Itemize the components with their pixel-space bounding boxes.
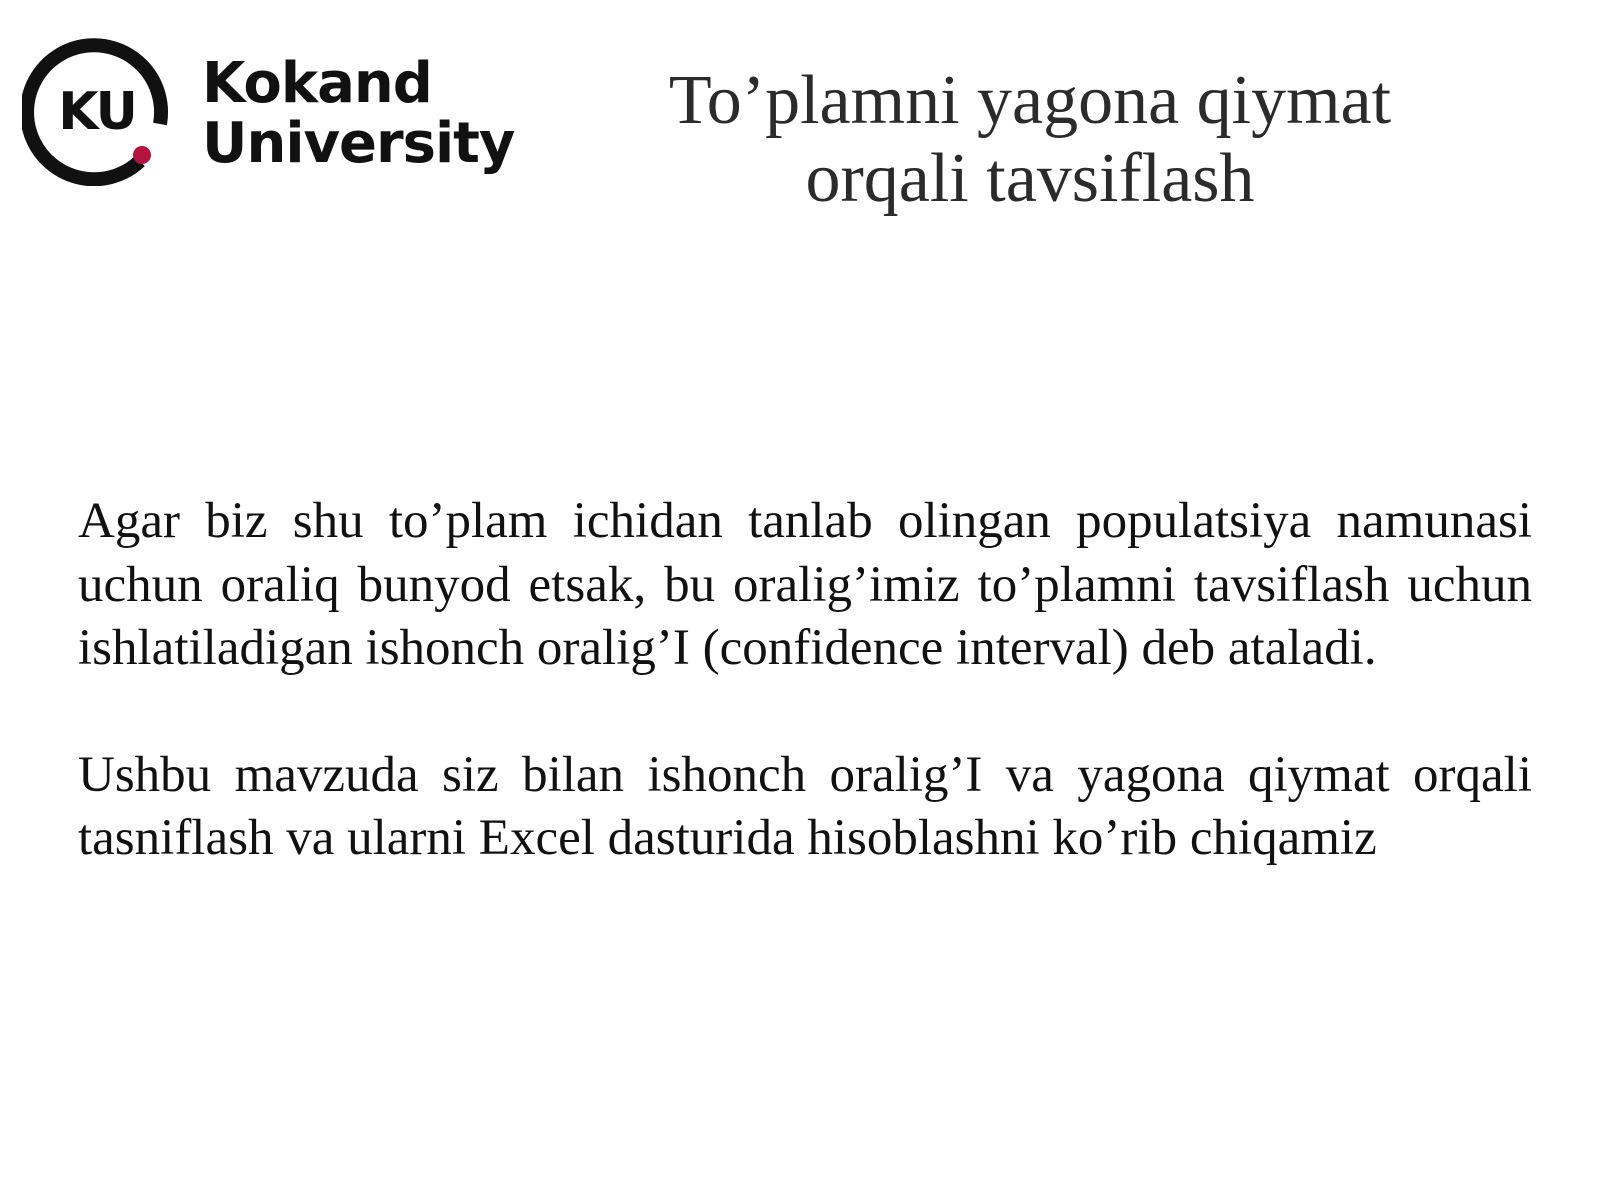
body-paragraph-1: Agar biz shu to’plam ichidan tanlab olingan populatsiya namunasi uchun oraliq bunyod etsak, bu oralig’imiz to’plamni tavsiflash uchun ishlatiladigan ishonch oralig’I (confidence interval) deb ataladi. [78, 493, 1532, 676]
ku-logo-icon [22, 36, 172, 186]
university-logo [22, 36, 542, 186]
slide-title-line-1: To’plamni yagona qiymat [668, 62, 1392, 139]
logo-line-2: University [202, 111, 515, 176]
slide-title-line-2: orqali tavsiflash [805, 140, 1255, 217]
slide-body [78, 490, 1532, 871]
logo-wordmark [202, 51, 515, 176]
body-paragraph-2: Ushbu mavzuda siz bilan ishonch oralig’I va yagona qiymat orqali tasniflash va ularni Excel dasturida hisoblashni ko’rib chiqamiz [78, 746, 1532, 866]
svg-text:KU: KU [58, 82, 136, 142]
logo-line-1: Kokand [202, 51, 432, 116]
slide-title [600, 62, 1460, 218]
